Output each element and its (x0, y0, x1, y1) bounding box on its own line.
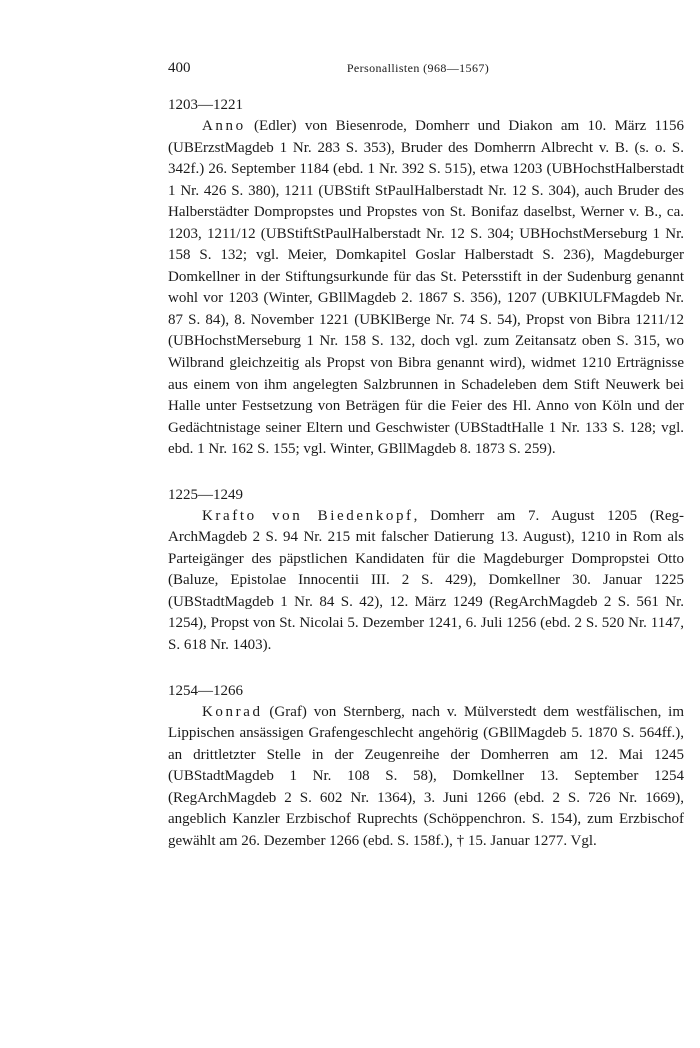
entry-text (168, 116, 684, 461)
entry-years: 1254—1266 (168, 682, 243, 699)
entry-body: , Domherr am 7. August 1205 (RegArchMagdeb 2 S. 94 Nr. 215 mit falscher Datierung 13. August), 1210 in Rom als Parteigänger des päpstlichen Kandidaten für die Magdeburger Dompropstei Otto (Baluze, Epistolae Innocentii III. 2 S. 429), Domkellner 30. Januar 1225 (UBStadtMagdeb 1 Nr. 84 S. 42), 12. März 1249 (RegArchMagdeb 2 S. 561 Nr. 1254), Propst von St. Nicolai 5. Dezember 1241, 6. Juli 1256 (ebd. 2 S. 520 Nr. 1147, S. 618 Nr. 1403). (168, 507, 684, 654)
entry-krafto (168, 485, 684, 657)
entry-konrad (168, 681, 684, 853)
running-title: Personallisten (968—1567) (346, 61, 490, 75)
entry-body: (Graf) von Sternberg, nach v. Mülverstedt dem westfälischen, im Lippischen ansässigen Grafengeschlecht angehörig (GBllMagdeb 5. 1870 S. 564ff.), an drittletzter Stelle in der Zeugenreihe der Domherren am 12. Mai 1245 (UBStadtMagdeb 1 Nr. 108 S. 58), Domkellner 13. September 1254 (RegArchMagdeb 2 S. 602 Nr. 1364), 3. Juni 1266 (ebd. 2 S. 726 Nr. 1669), angeblich Kanzler Erzbischof Ruprechts (Schöppenchron. S. 154), zum Erzbischof gewählt am 26. Dezember 1266 (ebd. S. 158f.), † 15. Januar 1277. Vgl. (168, 703, 684, 849)
entry-text (168, 506, 684, 657)
entry-body: (Edler) von Biesenrode, Domherr und Diakon am 10. März 1156 (UBErzstMagdeb 1 Nr. 283 S. 353), Bruder des Domherrn Albrecht v. B. (s. o. S. 342f.) 26. September 1184 (ebd. 1 Nr. 392 S. 515), etwa 1203 (UBHochstHalberstadt 1 Nr. 426 S. 380), 1211 (UBStift StPaulHalberstadt Nr. 12 S. 304), auch Bruder des Halberstädter Dompropstes und Propstes von St. Bonifaz daselbst, Werner v. B., ca. 1203, 1211/12 (UBStiftStPaulHalberstadt Nr. 12 S. 304; UBHochstMerseburg 1 Nr. 158 S. 132; vgl. Meier, Domkapitel Goslar Halberstadt S. 236), Magdeburger Domkellner in der Stiftungsurkunde für das St. Petersstift in der Sudenburg genannt wohl vor 1203 (Winter, GBllMagdeb 2. 1867 S. 356), 1207 (UBKlULFMagdeb Nr. 87 S. 84), 8. November 1221 (UBKlBerge Nr. 74 S. 54), Propst von Bibra 1211/12 (UBHochstMerseburg 1 Nr. 158 S. 132, doch vgl. zum Zeitansatz oben S. 315, wo Wilbrand gleichzeitig als Propst von Bibra genannt wird), widmet 1210 Erträgnisse aus einem von ihm angelegten Salzbrunnen in Schadeleben dem Stift Neuwerk bei Halle unter Festsetzung von Beträgen für die Feier des Hl. Anno von Köln und der Gedächtnistage seiner Eltern und Geschwister (UBStadtHalle 1 Nr. 133 S. 128; vgl. ebd. 1 Nr. 162 S. 155; vgl. Winter, GBllMagdeb 8. 1873 S. 259). (168, 118, 684, 458)
entry-name: Konrad (202, 703, 263, 720)
entry-name: Anno (202, 118, 246, 134)
page-number: 400 (168, 60, 191, 76)
page-header (168, 60, 684, 80)
entry-text (168, 702, 684, 853)
entry-name: Krafto von Biedenkopf (202, 507, 414, 524)
entry-anno (168, 95, 684, 461)
entry-years: 1203—1221 (168, 97, 243, 113)
page-body (168, 95, 684, 876)
entry-years: 1225—1249 (168, 486, 243, 503)
